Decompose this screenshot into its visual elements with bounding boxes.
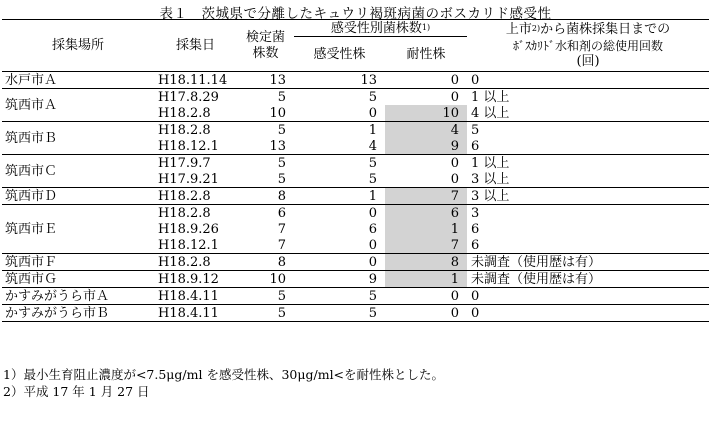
cell-date: H18.2.8 [154, 205, 237, 222]
cell-date: H18.9.12 [154, 271, 237, 288]
footnotes [3, 366, 444, 400]
cell-sensitive: 0 [294, 254, 385, 271]
cell-sensitive: 5 [294, 288, 385, 305]
cell-date: H17.9.21 [158, 171, 219, 187]
cell-tested: 5 [237, 288, 294, 305]
cell-location: 筑西市Ａ [2, 89, 154, 122]
cell-location: 筑西市Ｄ [2, 188, 154, 205]
cell-resistant: 0 [385, 288, 467, 305]
table-row [2, 122, 709, 139]
table-row [2, 89, 709, 106]
header-location: 採集場所 [2, 20, 154, 72]
cell-location: かすみがうら市Ａ [2, 288, 154, 305]
cell-sensitive: 1 [294, 188, 385, 205]
table-row [2, 254, 709, 271]
cell-date: H18.2.8 [154, 122, 237, 139]
cell-date: H17.8.29 [154, 89, 237, 106]
cell-usage: 6 [471, 221, 480, 237]
cell-sensitive: 5 [294, 155, 385, 172]
cell-tested: 7 [277, 221, 286, 237]
cell-resistant: 1 [385, 271, 467, 288]
cell-tested: 8 [237, 254, 294, 271]
cell-resistant: 7 [385, 237, 467, 254]
cell-usage: 3 [467, 205, 709, 222]
cell-tested: 7 [277, 237, 286, 253]
cell-usage: 3 以上 [471, 171, 510, 187]
cell-tested: 6 [237, 205, 294, 222]
cell-usage: 6 [471, 237, 480, 253]
cell-date: H18.4.11 [154, 288, 237, 305]
cell-tested: 13 [237, 72, 294, 89]
cell-tested: 10 [269, 105, 286, 121]
cell-resistant: 0 [385, 155, 467, 172]
cell-location: かすみがうら市Ｂ [2, 305, 154, 322]
cell-resistant: 9 [385, 138, 467, 155]
cell-location: 筑西市Ｃ [2, 155, 154, 188]
cell-tested: 13 [269, 138, 286, 154]
cell-sensitive: 9 [294, 271, 385, 288]
cell-tested: 5 [237, 122, 294, 139]
table-row [2, 72, 709, 89]
cell-resistant: 0 [385, 89, 467, 106]
table-row [2, 271, 709, 288]
header-resistant: 耐性株 [406, 46, 446, 62]
cell-resistant: 0 [450, 171, 460, 187]
cell-sensitive: 6 [368, 221, 377, 237]
footnote-1: 1）最小生育阻止濃度が<7.5μg/ml を感受性株、30μg/ml<を耐性株とした。 [3, 367, 445, 382]
cell-date: H18.11.14 [154, 72, 237, 89]
table-row [2, 205, 709, 222]
cell-resistant: 7 [385, 188, 467, 205]
footnote-2: 2）平成 17 年 1 月 27 日 [3, 384, 150, 399]
cell-resistant: 8 [385, 254, 467, 271]
cell-location: 筑西市Ｇ [2, 271, 154, 288]
cell-resistant: 0 [385, 305, 467, 322]
cell-sensitive: 5 [294, 305, 385, 322]
cell-usage: 1 以上 [467, 155, 709, 172]
table-body [2, 72, 709, 322]
cell-date: H17.9.7 [154, 155, 237, 172]
cell-date: H18.12.1 [158, 138, 219, 154]
cell-usage: 未調査（使用歴は有） [467, 271, 709, 288]
cell-sensitive: 0 [368, 237, 377, 253]
header-sensitivity-group: 感受性別菌株数$^{1)}$ [294, 20, 467, 37]
cell-usage: 0 [467, 305, 709, 322]
table-row [2, 288, 709, 305]
cell-tested: 5 [237, 155, 294, 172]
cell-date: H18.2.8 [154, 188, 237, 205]
table-row [2, 305, 709, 322]
cell-location: 水戸市Ａ [2, 72, 154, 89]
header-tested-count: 検定菌 株数 [237, 20, 294, 72]
cell-resistant: 10 [385, 105, 467, 122]
cell-usage: 1 以上 [467, 89, 709, 106]
cell-sensitive: 0 [368, 105, 377, 121]
cell-sensitive: 5 [368, 171, 377, 187]
cell-date: H18.4.11 [154, 305, 237, 322]
cell-resistant: 0 [385, 72, 467, 89]
cell-usage: 0 [467, 72, 709, 89]
cell-sensitive: 1 [294, 122, 385, 139]
cell-usage: 3 以上 [467, 188, 709, 205]
cell-location: 筑西市Ｂ [2, 122, 154, 155]
cell-usage: 4 以上 [471, 105, 510, 121]
cell-location: 筑西市Ｆ [2, 254, 154, 271]
cell-sensitive: 0 [294, 205, 385, 222]
cell-usage: 5 [467, 122, 709, 139]
cell-usage: 6 [471, 138, 480, 154]
cell-sensitive: 4 [368, 138, 377, 154]
cell-resistant: 4 [385, 122, 467, 139]
cell-usage: 未調査（使用歴は有） [467, 254, 709, 271]
table-row [2, 188, 709, 205]
cell-tested: 10 [237, 271, 294, 288]
header-sensitive: 感受性株 [313, 46, 366, 62]
cell-sensitive: 13 [294, 72, 385, 89]
cell-date: H18.9.26 [158, 221, 219, 237]
cell-sensitive: 5 [294, 89, 385, 106]
cell-date: H18.12.1 [158, 237, 219, 253]
cell-resistant: 6 [385, 205, 467, 222]
header-usage-count: 上市$^{2)}$から菌株採集日までの ﾎﾞｽｶﾘﾄﾞ水和剤の総使用回数 (回) [467, 20, 709, 72]
header-date: 採集日 [154, 20, 237, 72]
cell-tested: 5 [277, 171, 286, 187]
cell-date: H18.2.8 [158, 105, 211, 121]
cell-resistant: 1 [385, 221, 467, 237]
cell-usage: 0 [467, 288, 709, 305]
cell-tested: 5 [237, 89, 294, 106]
sensitivity-table [2, 19, 709, 322]
table-title: 表１ 茨城県で分離したキュウリ褐斑病菌のボスカリド感受性 [159, 6, 552, 22]
cell-tested: 5 [237, 305, 294, 322]
cell-tested: 8 [237, 188, 294, 205]
cell-date: H18.2.8 [154, 254, 237, 271]
cell-location: 筑西市Ｅ [2, 205, 154, 254]
table-row [2, 155, 709, 172]
